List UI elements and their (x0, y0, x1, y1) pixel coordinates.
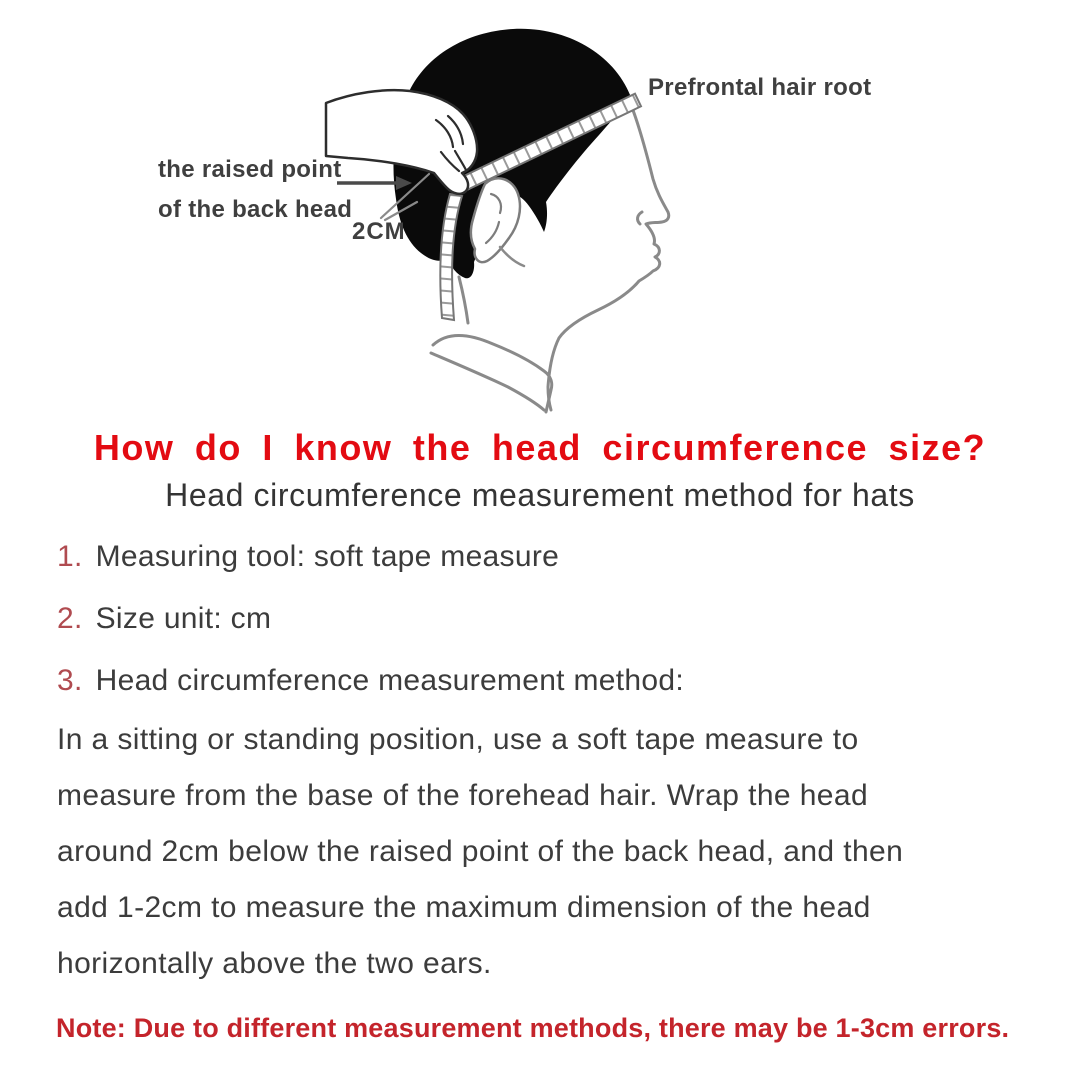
label-raised-point-line1: the raised point (158, 156, 342, 183)
method-paragraph (57, 712, 903, 992)
step-number: 3. (57, 664, 83, 697)
earlobe-line (500, 247, 524, 266)
step-text: Measuring tool: soft tape measure (95, 540, 560, 573)
paragraph-line: horizontally above the two ears. (57, 947, 492, 980)
page-subtitle: Head circumference measurement method for hats (165, 477, 915, 513)
paragraph-line: add 1-2cm to measure the maximum dimension of the head (57, 891, 871, 924)
step-item (57, 662, 684, 699)
paragraph-line: measure from the base of the forehead hair. Wrap the head (57, 779, 869, 812)
step-number: 1. (57, 540, 83, 573)
step-item (57, 538, 684, 575)
nostril-line (638, 212, 642, 224)
step-number: 2. (57, 602, 83, 635)
paragraph-line: In a sitting or standing position, use a soft tape measure to (57, 723, 859, 756)
page-title: How do I know the head circumference size? (93, 427, 987, 468)
step-item (57, 600, 684, 637)
label-raised-point (158, 150, 352, 230)
label-2cm: 2CM (352, 218, 406, 245)
neck-back-line (459, 277, 468, 323)
note-text: Note: Due to different measurement methods, there may be 1-3cm errors. (56, 1013, 1010, 1043)
step-text: Size unit: cm (95, 602, 272, 635)
label-prefrontal-hair-root: Prefrontal hair root (648, 74, 872, 101)
paragraph-line: around 2cm below the raised point of the back head, and then (57, 835, 904, 868)
step-text: Head circumference measurement method: (95, 664, 684, 697)
label-raised-point-line2: of the back head (158, 196, 353, 223)
collar-outline (431, 336, 552, 413)
steps-list (57, 538, 684, 724)
